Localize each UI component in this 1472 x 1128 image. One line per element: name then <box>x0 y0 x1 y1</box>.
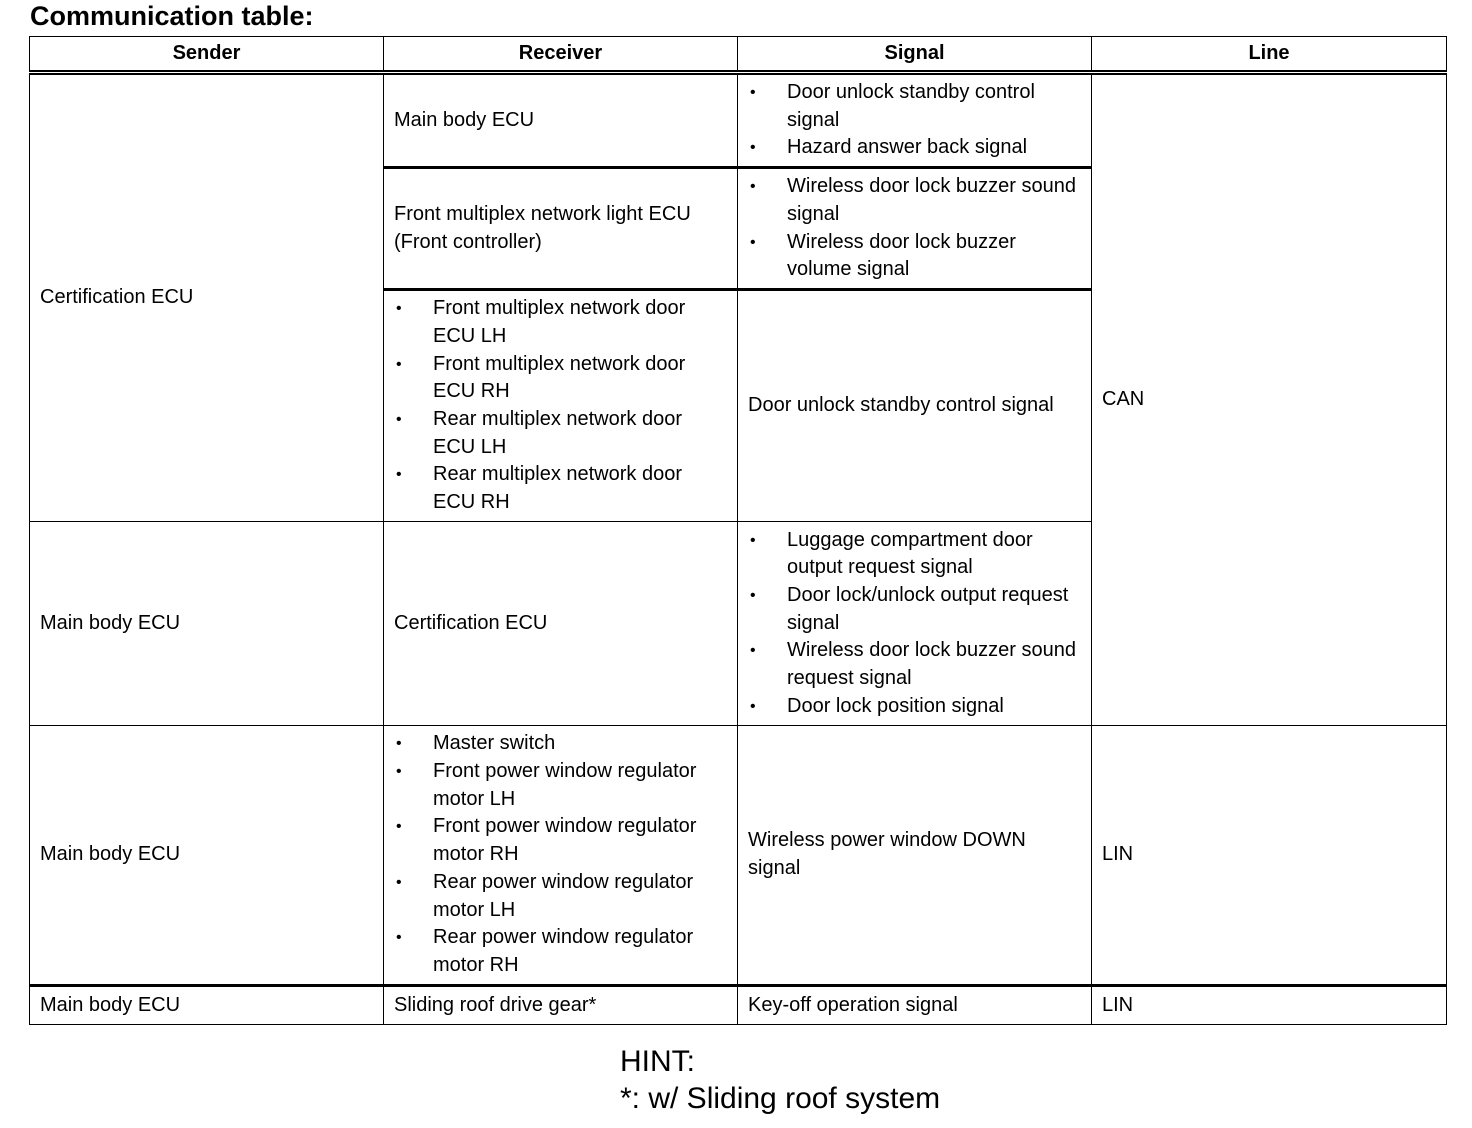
header-sender: Sender <box>30 37 384 73</box>
hint-note <box>620 1043 940 1117</box>
header-row <box>30 37 1447 73</box>
list-item: • Rear power window regulator motor LH <box>394 869 727 924</box>
signal-cell: Door unlock standby control signal <box>738 290 1092 522</box>
list-item: • Master switch <box>394 730 727 758</box>
list-item: • Front multiplex network door ECU LH <box>394 295 727 350</box>
signal-cell <box>738 73 1092 168</box>
header-signal: Signal <box>738 37 1092 73</box>
signal-cell: Key-off operation signal <box>738 986 1092 1025</box>
signal-cell: Wireless power window DOWN signal <box>738 726 1092 986</box>
page-title: Communication table: <box>30 1 314 31</box>
header-line: Line <box>1092 37 1447 73</box>
receiver-cell: Main body ECU <box>384 73 738 168</box>
list-item: • Front power window regulator motor RH <box>394 813 727 868</box>
header-receiver: Receiver <box>384 37 738 73</box>
communication-table <box>29 36 1447 1025</box>
list-item: • Wireless door lock buzzer volume signal <box>748 229 1081 284</box>
line-cell: LIN <box>1092 726 1447 986</box>
receiver-cell: Certification ECU <box>384 522 738 726</box>
list-item: • Door lock position signal <box>748 693 1081 721</box>
sender-cell: Certification ECU <box>30 73 384 522</box>
list-item: • Front power window regulator motor LH <box>394 758 727 813</box>
line-cell: LIN <box>1092 986 1447 1025</box>
receiver-list <box>394 295 727 517</box>
hint-text: *: w/ Sliding roof system <box>620 1082 941 1115</box>
hint-label: HINT: <box>620 1045 695 1078</box>
sender-cell: Main body ECU <box>30 986 384 1025</box>
sender-cell: Main body ECU <box>30 522 384 726</box>
list-item: • Rear power window regulator motor RH <box>394 924 727 979</box>
receiver-cell <box>384 726 738 986</box>
signal-list <box>748 527 1081 721</box>
signal-list <box>748 79 1081 162</box>
list-item: • Luggage compartment door output request signal <box>748 527 1081 582</box>
list-item: • Rear multiplex network door ECU LH <box>394 406 727 461</box>
signal-cell <box>738 522 1092 726</box>
receiver-cell <box>384 290 738 522</box>
table-row <box>30 73 1447 168</box>
list-item: • Wireless door lock buzzer sound request signal <box>748 637 1081 692</box>
receiver-list <box>394 730 727 979</box>
list-item: • Front multiplex network door ECU RH <box>394 351 727 406</box>
list-item: • Door unlock standby control signal <box>748 79 1081 134</box>
table-row <box>30 726 1447 986</box>
receiver-cell: Front multiplex network light ECU (Front controller) <box>384 168 738 290</box>
list-item: • Door lock/unlock output request signal <box>748 582 1081 637</box>
line-cell: CAN <box>1092 73 1447 726</box>
list-item: • Rear multiplex network door ECU RH <box>394 461 727 516</box>
signal-cell <box>738 168 1092 290</box>
signal-list <box>748 173 1081 284</box>
sender-cell: Main body ECU <box>30 726 384 986</box>
table-row <box>30 986 1447 1025</box>
list-item: • Wireless door lock buzzer sound signal <box>748 173 1081 228</box>
receiver-cell: Sliding roof drive gear* <box>384 986 738 1025</box>
list-item: • Hazard answer back signal <box>748 134 1081 162</box>
